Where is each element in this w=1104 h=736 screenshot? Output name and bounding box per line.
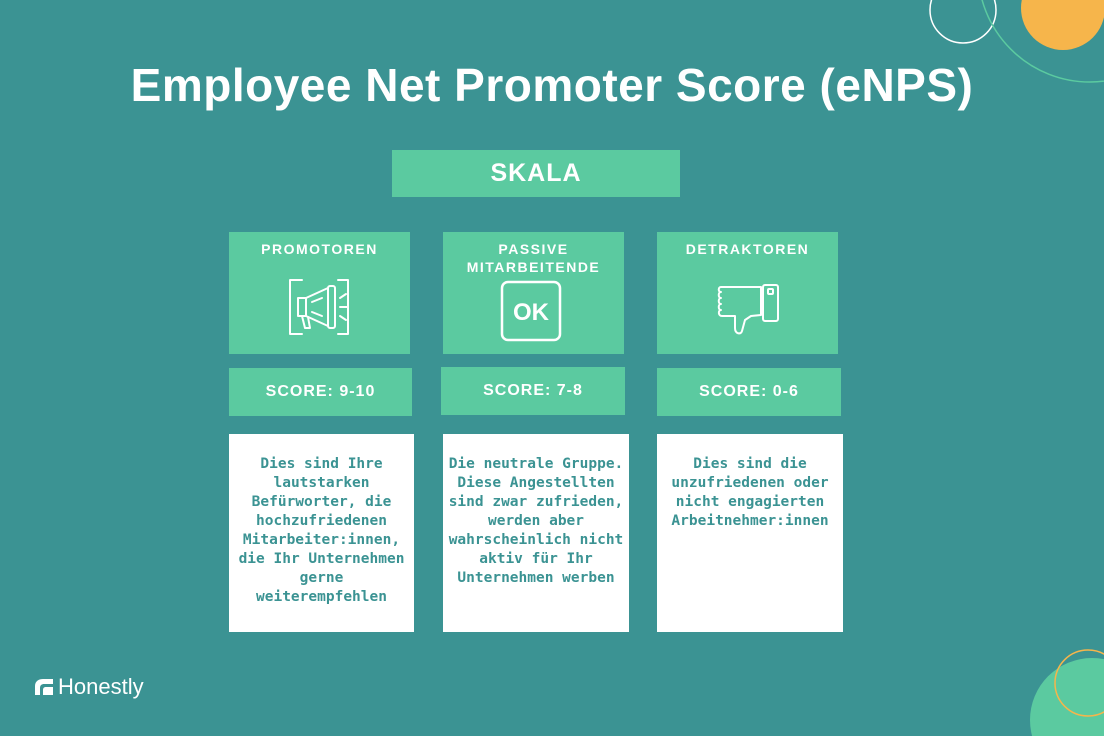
score-badge-detractors: SCORE: 0-6 [657,368,841,416]
description-detractors: Dies sind die unzufriedenen oder nicht engagierten Arbeitnehmer:innen [657,434,843,632]
category-card-passives [443,232,624,354]
bottom-right-decoration [1010,640,1104,736]
category-label: PROMOTOREN [261,241,378,257]
category-label: DETRAKTOREN [685,241,810,257]
honestly-logo-icon [33,677,55,697]
brand-logo [33,674,144,700]
description-promoters: Dies sind Ihre lautstarken Befürworter, die hochzufriedenen Mitarbeiter:innen, die Ihr Unternehmen gerne weiterempfehlen [229,434,414,632]
score-badge-promoters: SCORE: 9-10 [229,368,412,416]
scale-header: SKALA [392,150,680,197]
page-title: Employee Net Promoter Score (eNPS) [130,59,974,111]
category-card-promoters [229,232,410,354]
ok-icon [500,280,562,342]
score-badge-passives: SCORE: 7-8 [441,367,625,415]
brand-name: Honestly [58,674,144,699]
description-passives: Die neutrale Gruppe. Diese Angestellten sind zwar zufrieden, werden aber wahrscheinlich nicht aktiv für Ihr Unternehmen werben [443,434,629,632]
megaphone-icon [288,276,352,340]
category-label: PASSIVE MITARBEITENDE [466,241,601,275]
thumbs-down-icon [717,284,781,338]
category-card-detractors [657,232,838,354]
ok-icon-label: OK [513,299,549,326]
